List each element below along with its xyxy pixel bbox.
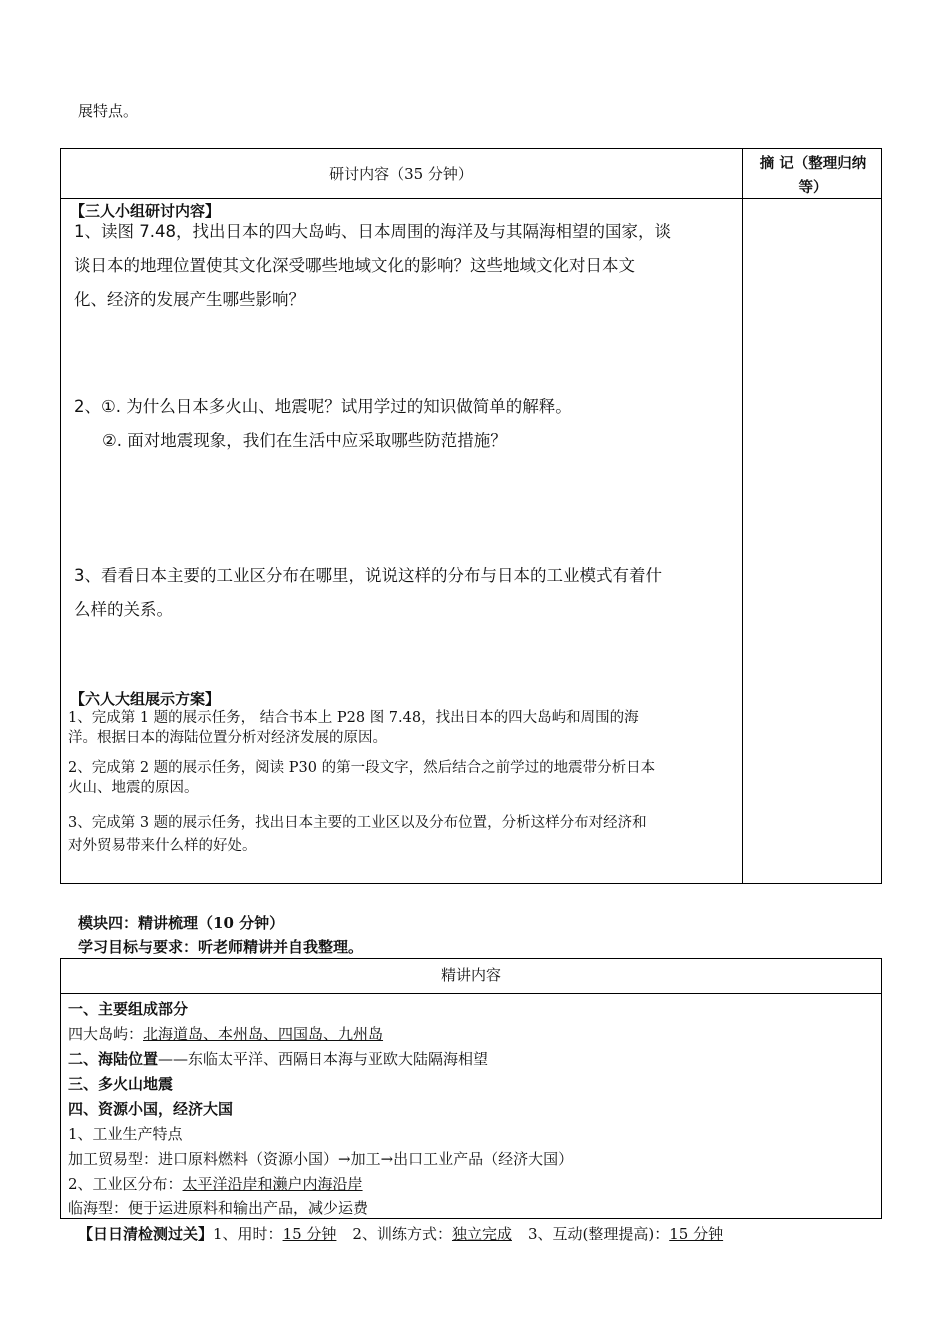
question-1: 1、读图 7.48，找出日本的四大岛屿、日本周围的海洋及与其隔海相望的国家，谈 谈日本的地理位置使其文化深受哪些地域文化的影响？这些地域文化对日本文 化、经济的发展产生哪些影响？: [74, 222, 671, 309]
group3-heading: 【三人小组研讨内容】: [70, 202, 221, 220]
plan-3: 3、完成第 3 题的展示任务，找出日本主要的工业区以及分布位置，分析这样分布对经济和 对外贸易带来什么样的好处。: [68, 815, 647, 854]
group6-heading: 【六人大组展示方案】: [70, 690, 221, 708]
question-2: 2、①. 为什么日本多火山、地震呢？试用学过的知识做简单的解释。 ②. 面对地震现象，我们在生活中应采取哪些防范措施？: [74, 397, 572, 450]
four-islands-value: 北海道岛、本州岛、四国岛、九州岛: [143, 1025, 384, 1043]
plan-2: 2、完成第 2 题的展示任务，阅读 P30 的第一段文字，然后结合之前学过的地震带分析日本 火山、地震的原因。: [68, 760, 656, 796]
interaction-time-value: 15 分钟: [669, 1225, 724, 1243]
four-islands-line: 四大岛屿：北海道岛、本州岛、四国岛、九州岛: [68, 1025, 384, 1043]
section1-title: 一、主要组成部分: [68, 1000, 189, 1018]
daily-check-label: 【日日清检测过关】: [78, 1225, 214, 1243]
industry-feature: 1、工业生产特点: [68, 1125, 183, 1143]
section2-line: 二、海陆位置——东临太平洋、西隔日本海与亚欧大陆隔海相望: [68, 1050, 489, 1068]
question-3: 3、看看日本主要的工业区分布在哪里，说说这样的分布与日本的工业模式有着什 么样的关系。: [74, 566, 662, 619]
module4-goal: 学习目标与要求：听老师精讲并自我整理。: [78, 938, 364, 956]
notes-header: 摘 记（整理归纳等）: [759, 155, 867, 196]
processing-trade: 加工贸易型：进口原料燃料（资源小国）→加工→出口工业产品（经济大国）: [68, 1150, 574, 1168]
module4-title: 模块四：精讲梳理（10 分钟）: [78, 914, 285, 932]
section4-title: 四、资源小国，经济大国: [68, 1100, 234, 1118]
daily-check-line: 【日日清检测过关】1、用时：15 分钟 2、训练方式：独立完成 3、互动(整理提高)：15 分钟: [78, 1225, 724, 1243]
section2-title: 二、海陆位置: [68, 1050, 159, 1068]
intro-tail-text: 展特点。: [78, 102, 139, 120]
section3-title: 三、多火山地震: [68, 1075, 174, 1093]
coastal-type: 临海型：便于运进原料和输出产品，减少运费: [68, 1199, 369, 1217]
lecture-header: 精讲内容: [440, 966, 501, 984]
industry-distribution-value: 太平洋沿岸和濑户内海沿岸: [182, 1175, 363, 1193]
plan-1: 1、完成第 1 题的展示任务， 结合书本上 P28 图 7.48，找出日本的四大岛屿和周围的海 洋。根据日本的海陆位置分析对经济发展的原因。: [68, 710, 639, 746]
time-value: 15 分钟: [282, 1225, 337, 1243]
industry-distribution-line: 2、工业区分布：太平洋沿岸和濑户内海沿岸: [68, 1175, 363, 1193]
discussion-header: 研讨内容（35 分钟）: [329, 165, 473, 183]
method-value: 独立完成: [451, 1225, 512, 1243]
